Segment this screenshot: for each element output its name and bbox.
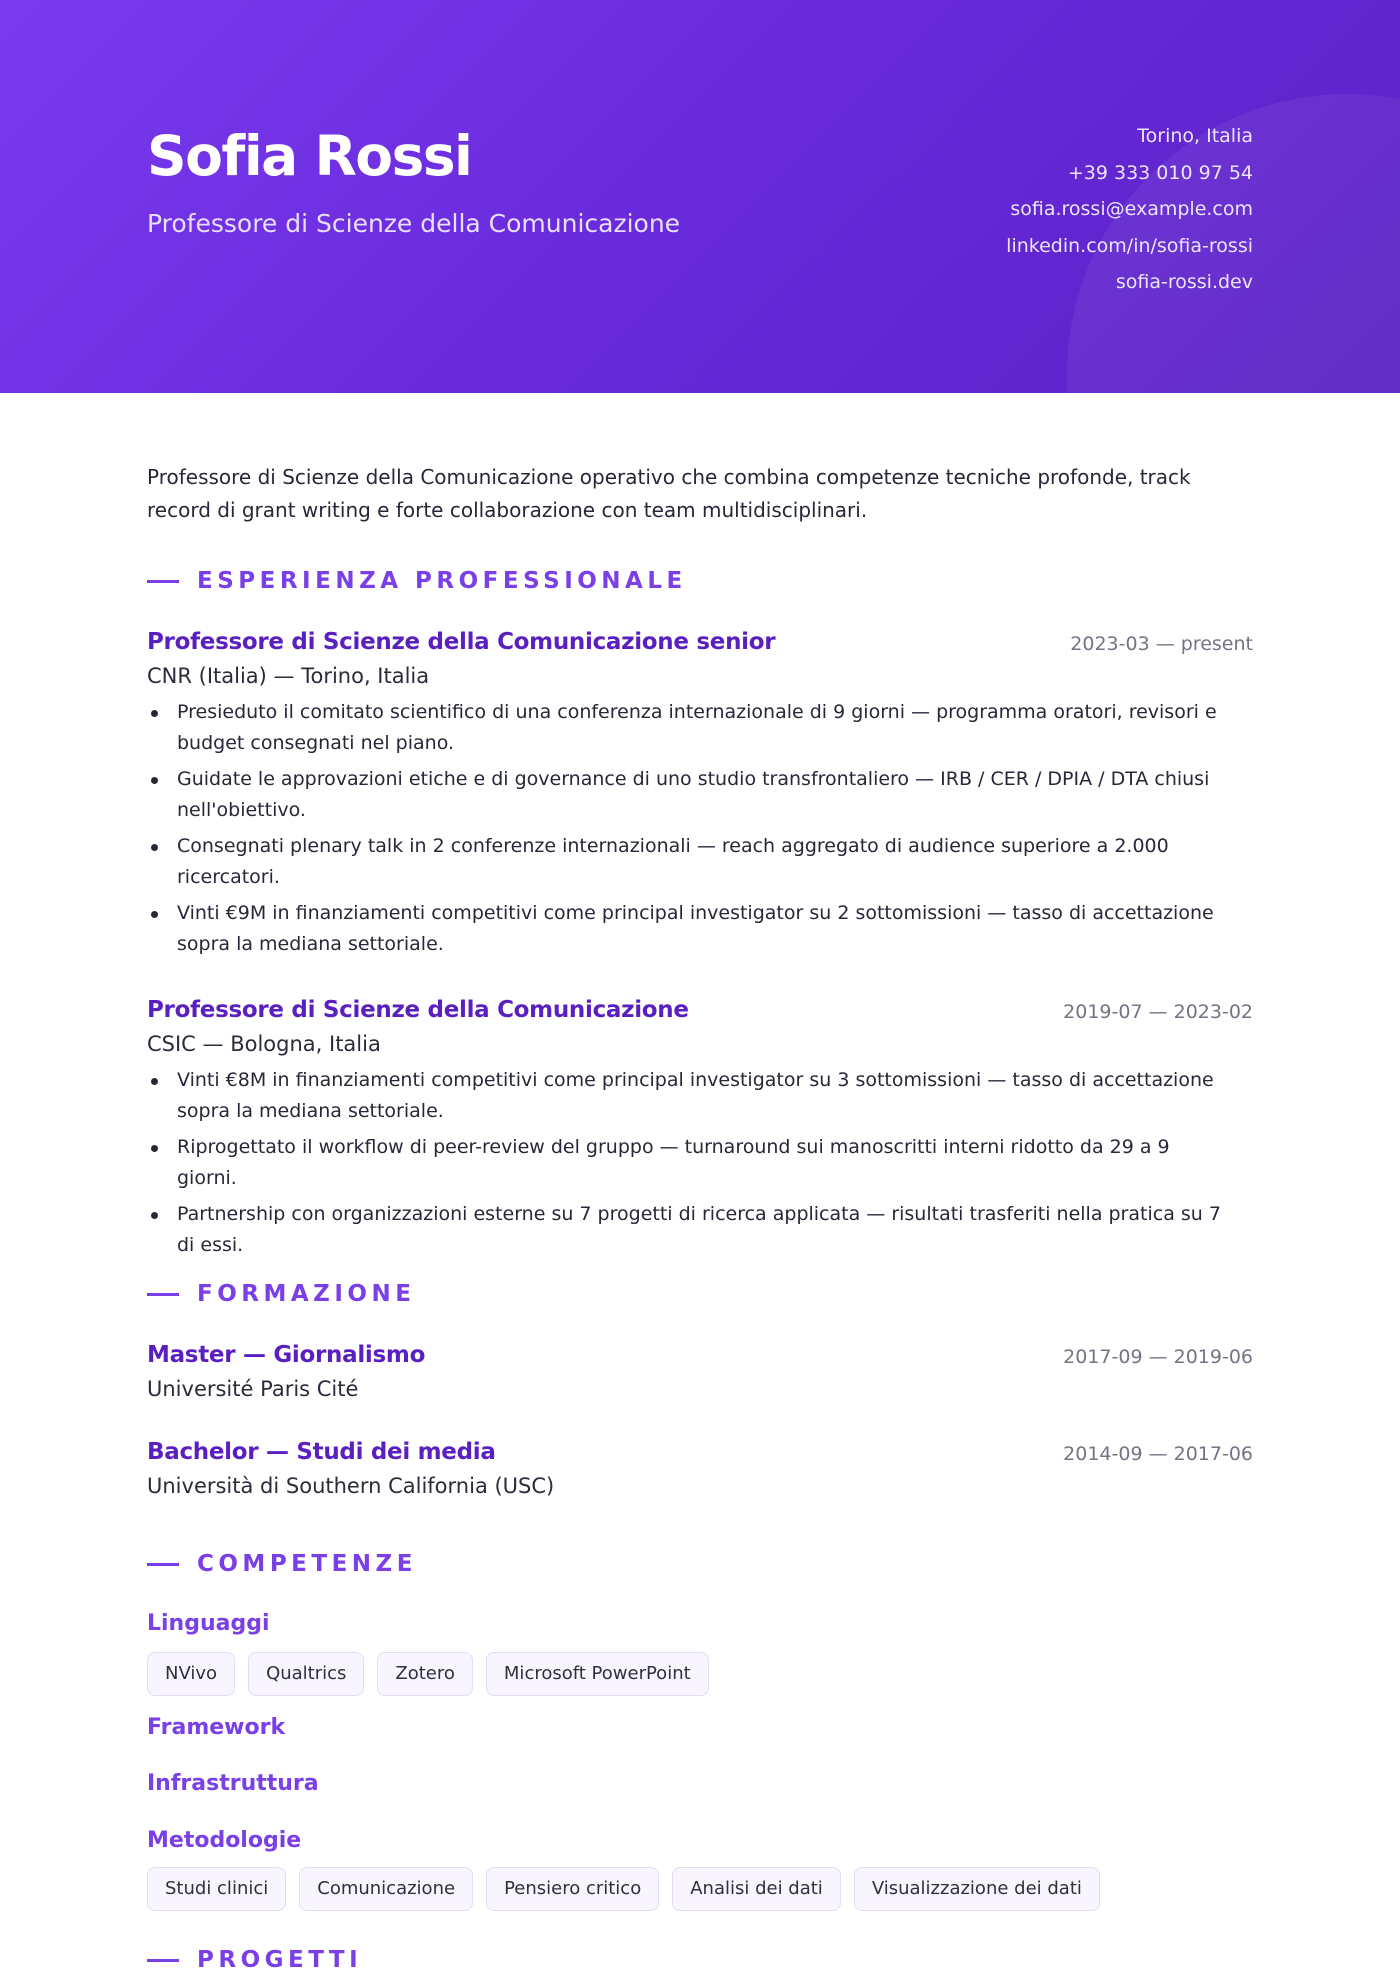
skill-chip: Qualtrics: [248, 1652, 364, 1696]
skill-category-label: Framework: [147, 1715, 286, 1740]
skill-chip: Microsoft PowerPoint: [486, 1652, 709, 1696]
contact-website[interactable]: sofia-rossi.dev: [1115, 271, 1253, 293]
skill-category-label: Metodologie: [147, 1828, 302, 1853]
education-entry: [147, 1439, 1253, 1498]
section-label: ESPERIENZA PROFESSIONALE: [197, 568, 687, 594]
job-entry: [147, 629, 1253, 965]
contact-email[interactable]: sofia.rossi@example.com: [1010, 198, 1253, 220]
job-bullet: Vinti €9M in finanziamenti competitivi come principal investigator su 2 sottomissioni — tasso di accettazione sopra la mediana settoriale.: [147, 898, 1227, 960]
education-entry: [147, 1342, 1253, 1401]
section-title-experience: [147, 568, 687, 594]
degree-dates: 2014-09 — 2017-06: [1063, 1443, 1253, 1465]
skill-category-label: Infrastruttura: [147, 1771, 319, 1796]
skill-chip: Zotero: [377, 1652, 473, 1696]
section-label: FORMAZIONE: [197, 1281, 416, 1307]
skill-chips: [147, 1867, 1100, 1911]
skill-chip: Analisi dei dati: [672, 1867, 841, 1911]
section-title-education: [147, 1281, 415, 1307]
section-bar: [147, 1959, 179, 1962]
job-bullets: [147, 1065, 1253, 1261]
job-bullet: Riprogettato il workflow di peer-review del gruppo — turnaround sui manoscritti interni ridotto da 29 a 9 giorni.: [147, 1132, 1227, 1194]
degree-school: Université Paris Cité: [147, 1377, 359, 1401]
job-org: CNR (Italia) — Torino, Italia: [147, 664, 430, 688]
skill-chip: Visualizzazione dei dati: [854, 1867, 1100, 1911]
contact-phone[interactable]: +39 333 010 97 54: [1067, 161, 1253, 184]
job-entry: [147, 997, 1253, 1266]
section-title-skills: [147, 1551, 417, 1577]
job-title: Professore di Scienze della Comunicazione: [147, 997, 689, 1023]
contact-location: Torino, Italia: [1137, 125, 1253, 147]
summary-text: Professore di Scienze della Comunicazione operativo che combina competenze tecniche profonde, track record di grant writing e forte collaborazione con team multidisciplinari.: [147, 465, 1191, 522]
candidate-role: Professore di Scienze della Comunicazione: [147, 209, 681, 238]
skill-chip: Comunicazione: [299, 1867, 473, 1911]
section-title-projects: [147, 1947, 362, 1973]
degree-title: Bachelor — Studi dei media: [147, 1439, 496, 1465]
section-bar: [147, 1563, 179, 1566]
job-bullet: Guidate le approvazioni etiche e di governance di uno studio transfrontaliero — IRB / CER / DPIA / DTA chiusi nell'obiettivo.: [147, 764, 1227, 826]
job-bullets: [147, 697, 1253, 960]
job-bullet: Consegnati plenary talk in 2 conferenze internazionali — reach aggregato di audience superiore a 2.000 ricercatori.: [147, 831, 1227, 893]
degree-dates: 2017-09 — 2019-06: [1063, 1346, 1253, 1368]
skill-category-label: Linguaggi: [147, 1611, 270, 1636]
contact-linkedin[interactable]: linkedin.com/in/sofia-rossi: [1006, 234, 1253, 257]
header-banner: [0, 0, 1400, 393]
candidate-name: Sofia Rossi: [147, 124, 472, 188]
job-title: Professore di Scienze della Comunicazione senior: [147, 629, 776, 655]
job-bullet: Vinti €8M in finanziamenti competitivi come principal investigator su 3 sottomissioni — tasso di accettazione sopra la mediana settoriale.: [147, 1065, 1227, 1127]
skill-chip: NVivo: [147, 1652, 235, 1696]
section-label: PROGETTI: [197, 1947, 363, 1973]
section-bar: [147, 1293, 179, 1296]
job-dates: 2019-07 — 2023-02: [1063, 1001, 1253, 1023]
job-dates: 2023-03 — present: [1070, 633, 1253, 655]
skill-chip: Pensiero critico: [486, 1867, 659, 1911]
skill-chip: Studi clinici: [147, 1867, 286, 1911]
job-org: CSIC — Bologna, Italia: [147, 1032, 381, 1056]
section-bar: [147, 580, 179, 583]
skill-chips: [147, 1652, 709, 1696]
contact-info: [1006, 121, 1253, 304]
job-bullet: Partnership con organizzazioni esterne su 7 progetti di ricerca applicata — risultati trasferiti nella pratica su 7 di essi.: [147, 1199, 1227, 1261]
degree-school: Università di Southern California (USC): [147, 1474, 555, 1498]
job-bullet: Presieduto il comitato scientifico di una conferenza internazionale di 9 giorni — programma oratori, revisori e budget consegnati nel piano.: [147, 697, 1227, 759]
section-label: COMPETENZE: [197, 1551, 417, 1577]
degree-title: Master — Giornalismo: [147, 1342, 426, 1368]
